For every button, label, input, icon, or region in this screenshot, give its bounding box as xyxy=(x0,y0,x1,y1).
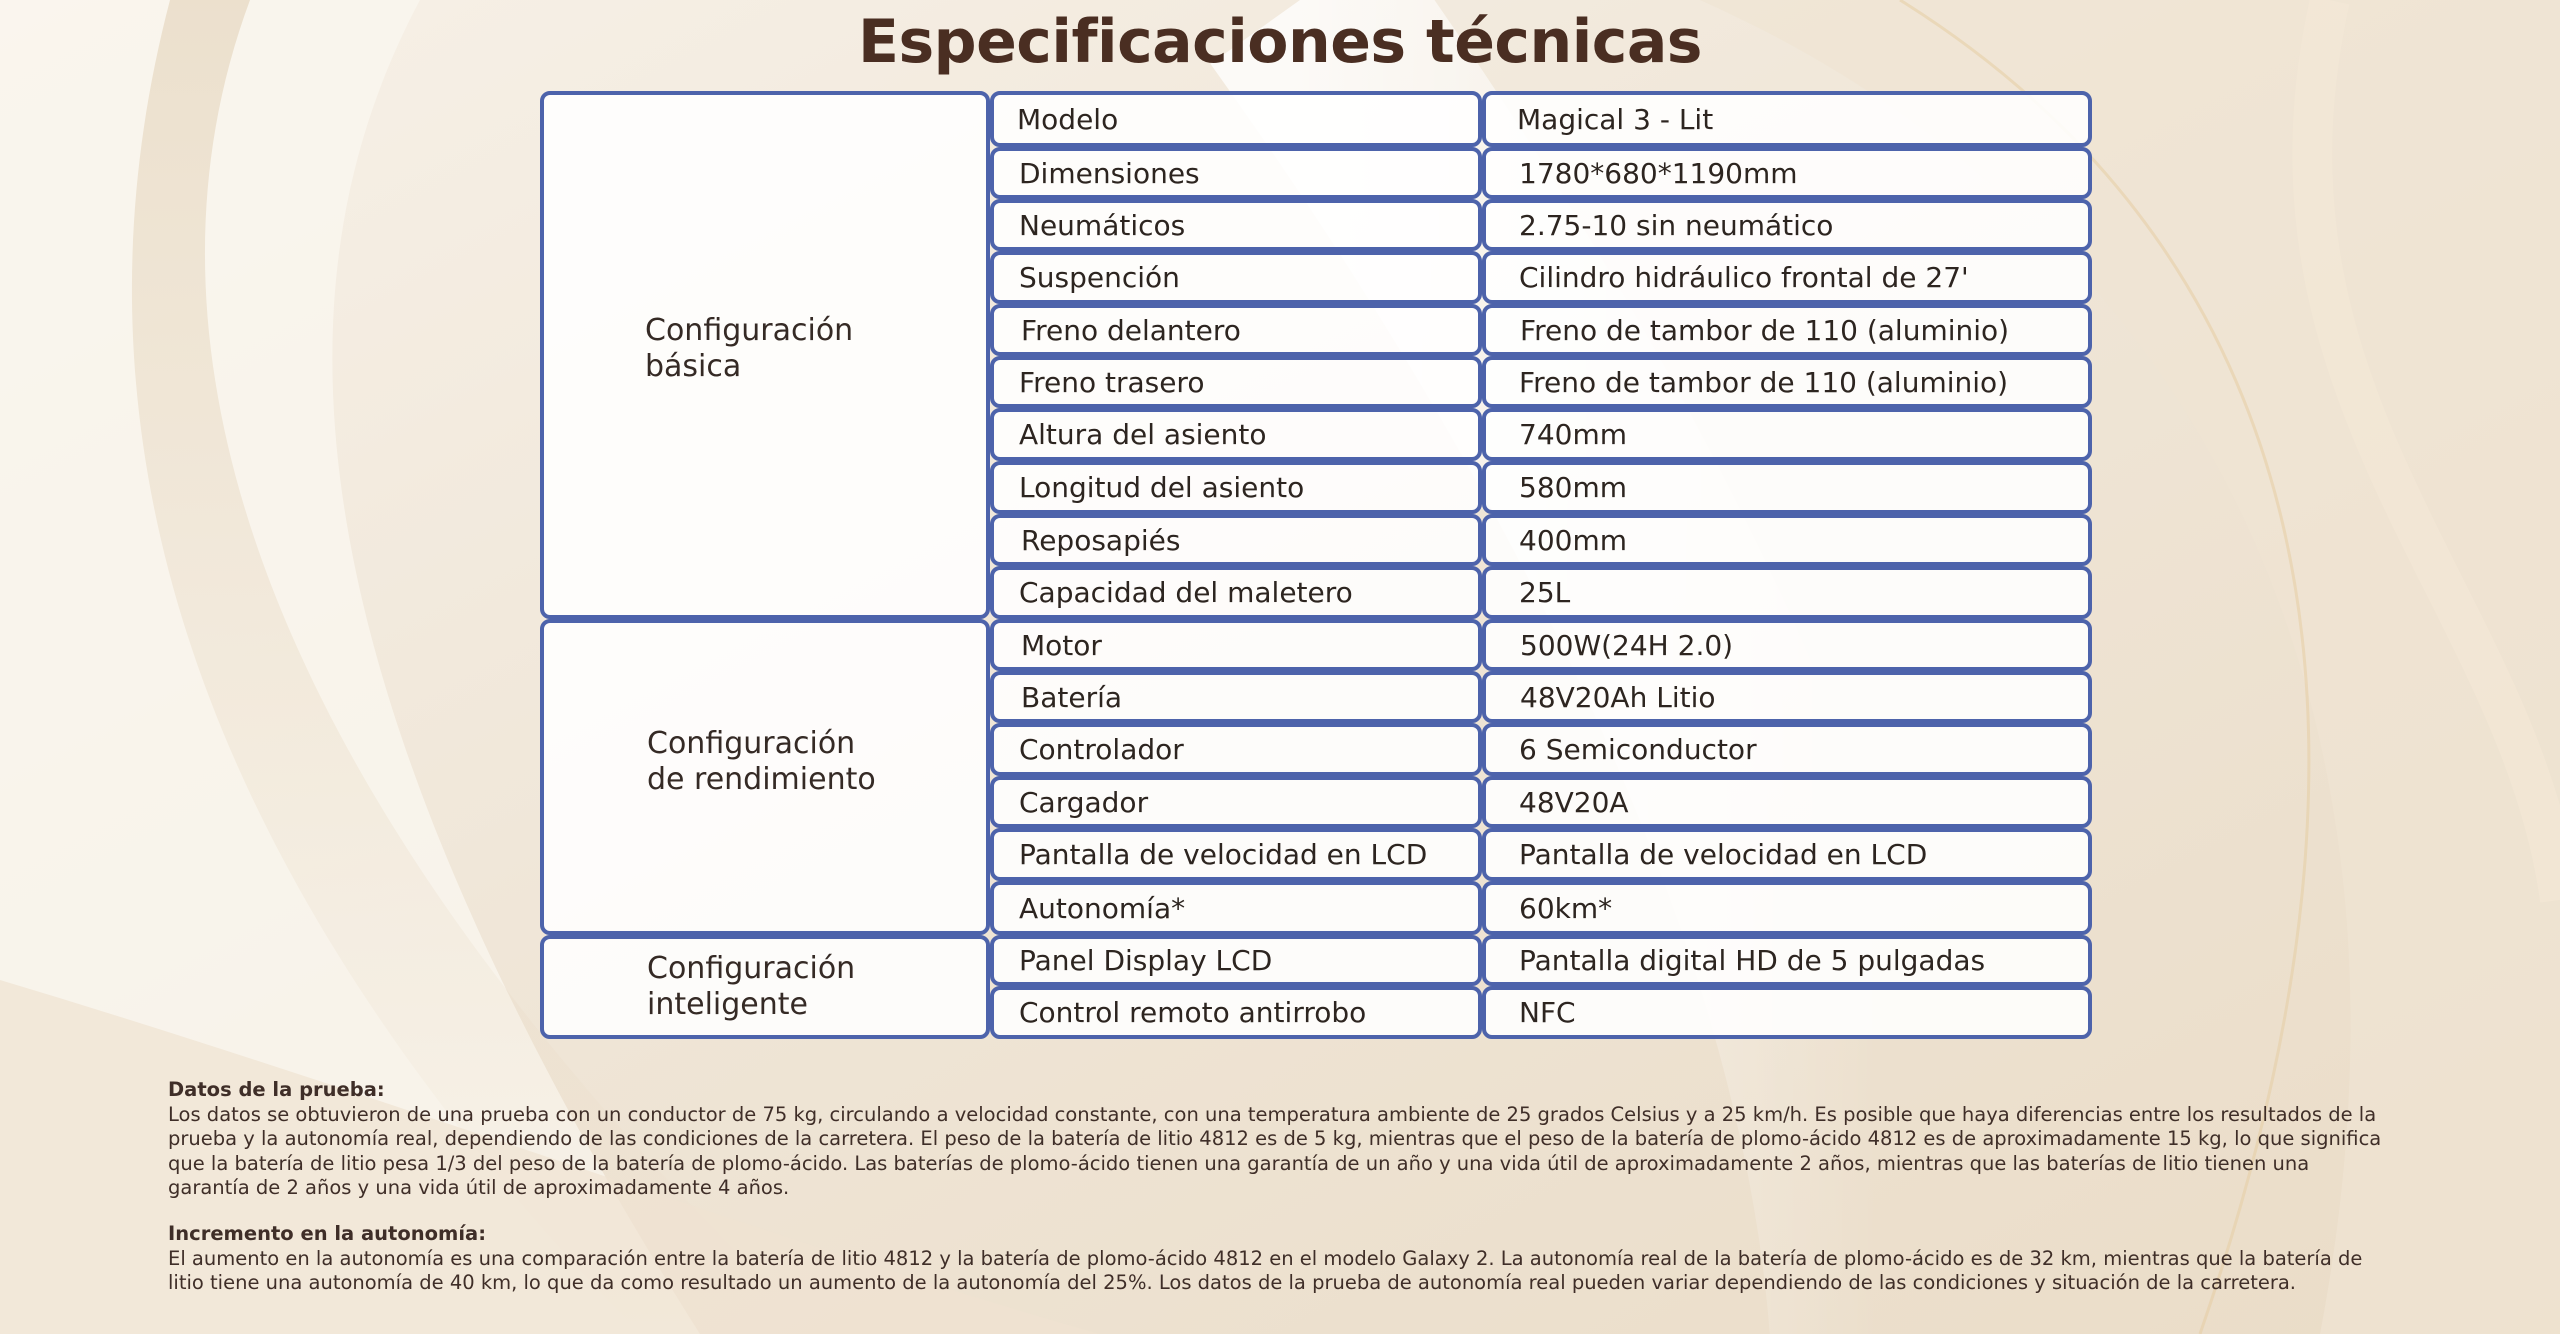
spec-label: Controlador xyxy=(1019,733,1184,766)
value-label: 48V20A xyxy=(1519,785,1629,819)
value-label: 6 Semiconductor xyxy=(1519,733,1757,766)
value-label: Freno de tambor de 110 (aluminio) xyxy=(1520,313,2010,347)
spec-label: Reposapiés xyxy=(1021,523,1181,557)
spec-label: Suspención xyxy=(1019,261,1180,294)
spec-label: Modelo xyxy=(1017,102,1119,136)
spec-label: Longitud del asiento xyxy=(1019,471,1305,504)
spec-label: Dimensiones xyxy=(1019,156,1200,190)
spec-label: Pantalla de velocidad en LCD xyxy=(1019,838,1428,871)
value-label: 740mm xyxy=(1519,418,1627,451)
value-label: Pantalla digital HD de 5 pulgadas xyxy=(1519,944,1986,977)
group-label-line: básica xyxy=(645,349,742,384)
spec-label: Motor xyxy=(1021,628,1102,662)
footnote-range-increase xyxy=(168,1222,2392,1296)
group-label-line: de rendimiento xyxy=(647,762,876,797)
group-label-performance xyxy=(647,726,876,798)
spec-label: Neumáticos xyxy=(1019,208,1186,242)
spec-label: Altura del asiento xyxy=(1019,418,1267,451)
value-label: 2.75-10 sin neumático xyxy=(1519,208,1834,242)
value-label: Cilindro hidráulico frontal de 27' xyxy=(1519,261,1969,294)
spec-label: Cargador xyxy=(1019,785,1149,819)
value-label: 1780*680*1190mm xyxy=(1519,156,1798,190)
spec-label: Panel Display LCD xyxy=(1019,944,1273,977)
footnote-body: Los datos se obtuvieron de una prueba con un conductor de 75 kg, circulando a velocidad constante, con una temperatura ambiente de 25 grados Celsius y a 25 km/h. Es posible que haya diferencias entre los resultados de la prueba y la autonomía real, dependiendo de las condiciones de la carretera. El peso de la batería de litio 4812 es de 5 kg, mientras que el peso de la batería de plomo-ácido 4812 es de aproximadamente 15 kg, lo que significa que la batería de litio pesa 1/3 del peso de la batería de plomo-ácido. Las baterías de plomo-ácido tienen una garantía de un año y una vida útil de aproximadamente 2 años, mientras que las baterías de litio tienen una garantía de 2 años y una vida útil de aproximadamente 4 años. xyxy=(168,1102,2382,1199)
value-label: Magical 3 - Lit xyxy=(1517,102,1714,136)
value-label: NFC xyxy=(1519,996,1576,1029)
value-label: 500W(24H 2.0) xyxy=(1520,628,1734,662)
group-label-line: Configuración xyxy=(645,313,854,348)
footnote-title: Incremento en la autonomía: xyxy=(168,1222,486,1245)
footnote-test-data xyxy=(168,1078,2392,1201)
group-label-line: inteligente xyxy=(647,987,808,1022)
value-label: 580mm xyxy=(1519,471,1627,504)
spec-label: Freno trasero xyxy=(1019,365,1205,399)
footnote-body: El aumento en la autonomía es una comparación entre la batería de litio 4812 y la batería de plomo-ácido 4812 en el modelo Galaxy 2. La autonomía real de la batería de plomo-ácido es de 32 km, mientras que la batería de litio tiene una autonomía de 40 km, lo que da como resultado un aumento de la autonomía del 25%. Los datos de la prueba de autonomía real pueden variar dependiendo de las condiciones y situación de la carretera. xyxy=(168,1246,2363,1294)
value-label: 400mm xyxy=(1519,523,1627,557)
spec-label: Batería xyxy=(1021,680,1123,714)
footnote-title: Datos de la prueba: xyxy=(168,1078,385,1101)
page-title: Especificaciones técnicas xyxy=(857,7,1703,77)
value-cell xyxy=(1482,566,2092,619)
value-label: 48V20Ah Litio xyxy=(1520,680,1716,714)
group-label-line: Configuración xyxy=(647,951,856,986)
value-label: Freno de tambor de 110 (aluminio) xyxy=(1519,365,2009,399)
value-label: 25L xyxy=(1519,576,1571,609)
group-label-basic xyxy=(645,313,853,385)
spec-label: Control remoto antirrobo xyxy=(1019,996,1367,1029)
value-label: Pantalla de velocidad en LCD xyxy=(1519,838,1928,871)
group-label-smart xyxy=(647,951,855,1023)
spec-label: Capacidad del maletero xyxy=(1019,576,1353,609)
value-label: 60km* xyxy=(1519,891,1613,925)
spec-label: Autonomía* xyxy=(1019,891,1186,925)
group-label-line: Configuración xyxy=(647,726,856,761)
spec-label: Freno delantero xyxy=(1021,313,1241,347)
